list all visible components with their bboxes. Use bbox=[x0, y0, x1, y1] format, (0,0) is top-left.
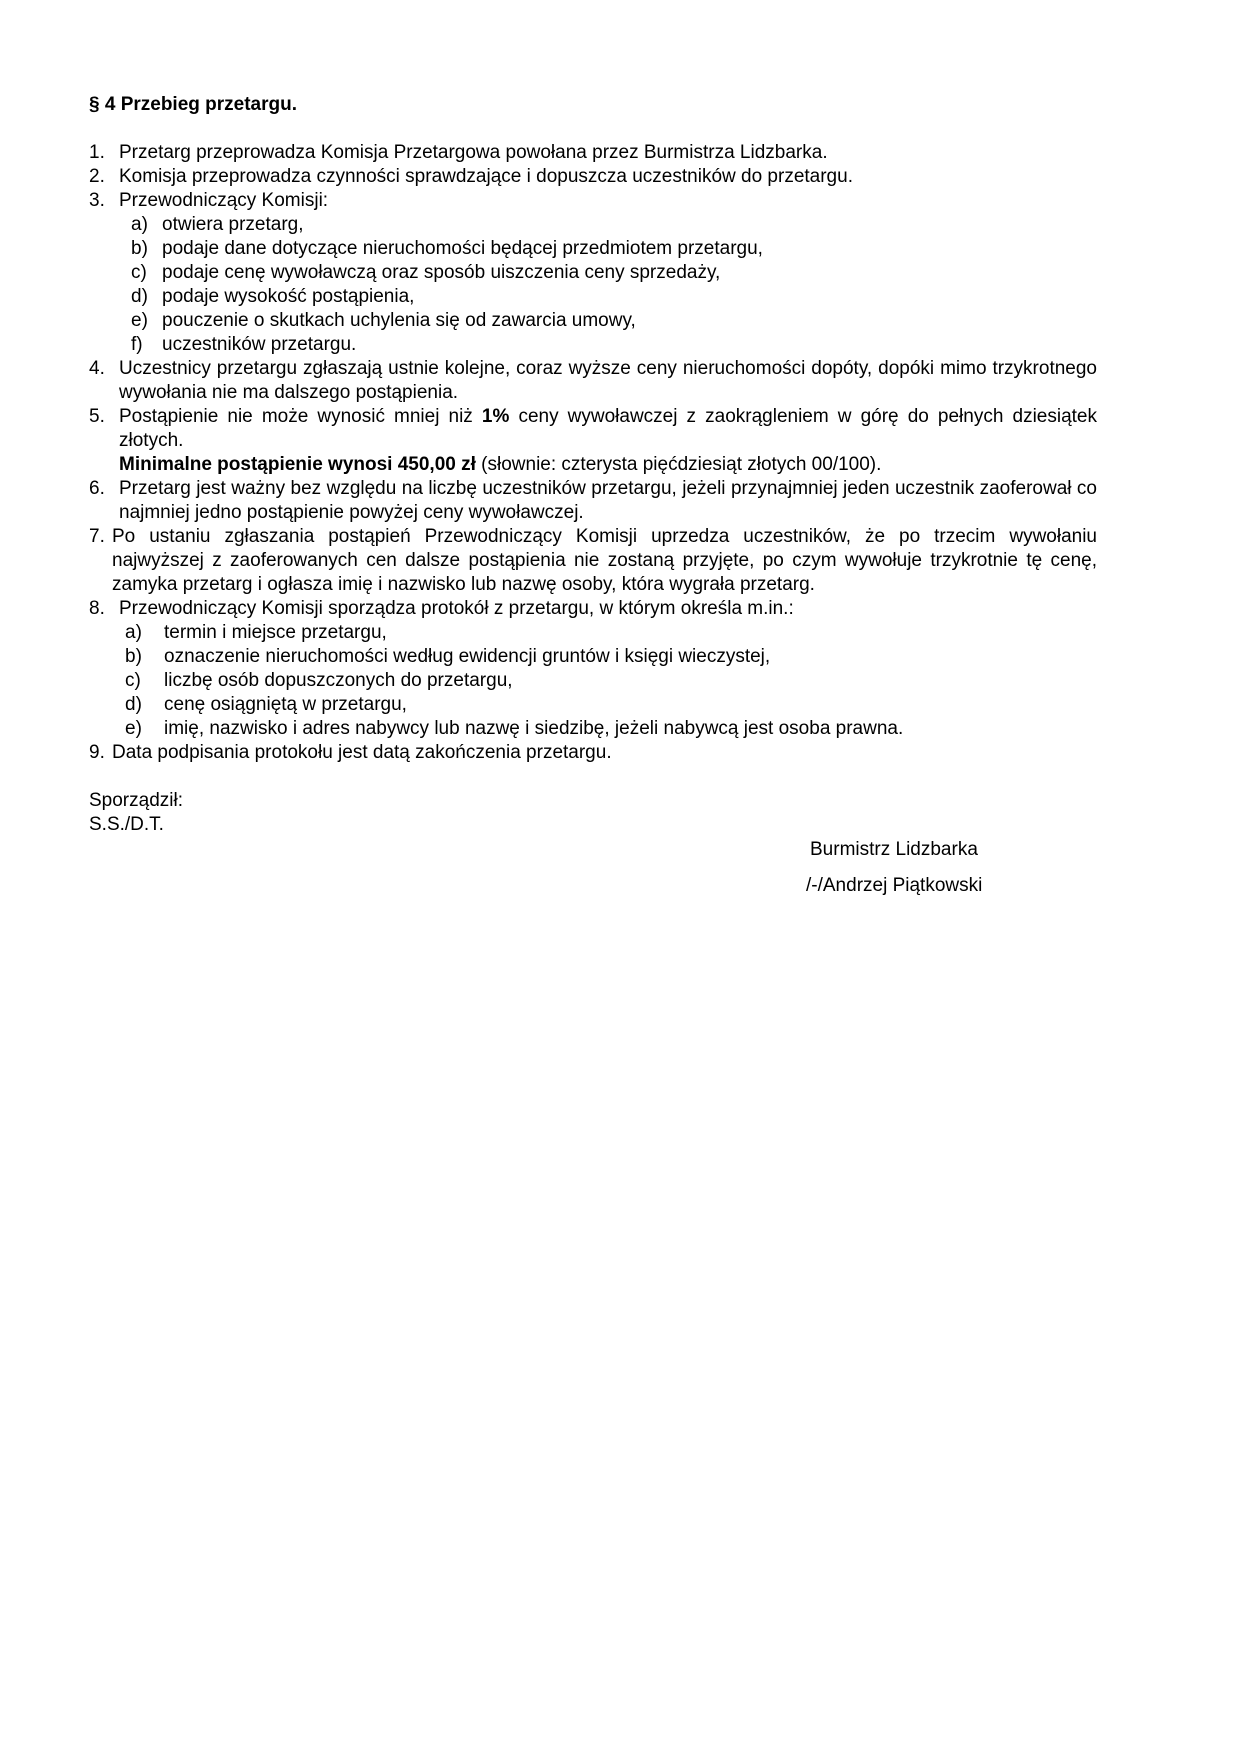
minimum-bid-bold: Minimalne postąpienie wynosi 450,00 zł bbox=[119, 454, 476, 475]
sub-text: oznaczenie nieruchomości według ewidencji gruntów i księgi wieczystej, bbox=[164, 646, 771, 667]
item-number: 3. bbox=[89, 190, 105, 211]
item-number: 8. bbox=[89, 598, 105, 619]
item-number: 6. bbox=[89, 478, 105, 499]
sub-text: podaje cenę wywoławczą oraz sposób uiszczenia ceny sprzedaży, bbox=[162, 262, 721, 283]
item-number: 5. bbox=[89, 406, 105, 427]
sub-letter: e) bbox=[125, 718, 142, 739]
item-text: Przewodniczący Komisji sporządza protokół z przetargu, w którym określa m.in.: bbox=[119, 598, 794, 619]
sub-text: podaje dane dotyczące nieruchomości będącej przedmiotem przetargu, bbox=[162, 238, 763, 259]
list-item-7 bbox=[89, 525, 1097, 597]
item-number: 2. bbox=[89, 166, 105, 187]
item-text: Data podpisania protokołu jest datą zakończenia przetargu. bbox=[112, 742, 612, 763]
sub-letter: d) bbox=[131, 286, 148, 307]
author-initials: S.S./D.T. bbox=[89, 814, 164, 835]
sub-letter: b) bbox=[125, 646, 142, 667]
sub-item-8b bbox=[89, 645, 1097, 669]
sub-item-3d bbox=[89, 285, 1097, 309]
sub-letter: f) bbox=[131, 334, 143, 355]
sub-text: cenę osiągniętą w przetargu, bbox=[164, 694, 407, 715]
sub-item-3b bbox=[89, 237, 1097, 261]
item-text: Przetarg jest ważny bez względu na liczbę uczestników przetargu, jeżeli przynajmniej jeden uczestnik zaoferował co najmniej jedno postąpienie powyżej ceny wywoławczej. bbox=[119, 478, 1097, 523]
sub-text: imię, nazwisko i adres nabywcy lub nazwę i siedzibę, jeżeli nabywcą jest osoba prawna. bbox=[164, 718, 904, 739]
author-block bbox=[89, 789, 1097, 837]
sub-text: otwiera przetarg, bbox=[162, 214, 304, 235]
sub-letter: e) bbox=[131, 310, 148, 331]
signature-name: /-/Andrzej Piątkowski bbox=[806, 875, 983, 896]
list-item-8 bbox=[89, 597, 1097, 621]
item-number: 7. bbox=[89, 526, 105, 547]
item-text: Po ustaniu zgłaszania postąpień Przewodniczący Komisji uprzedza uczestników, że po trzecim wywołaniu najwyższej z zaoferowanych cen dalsze postąpienia nie zostaną przyjęte, po czym wywołuje trzykrotnie tę cenę, zamyka przetarg i ogłasza imię i nazwisko lub nazwę osoby, która wygrała przetarg. bbox=[112, 526, 1097, 595]
list-item-4 bbox=[89, 357, 1097, 405]
item-number: 4. bbox=[89, 358, 105, 379]
list-item-6 bbox=[89, 477, 1097, 525]
item-number: 9. bbox=[89, 742, 105, 763]
item-number: 1. bbox=[89, 142, 105, 163]
signature-title: Burmistrz Lidzbarka bbox=[810, 839, 978, 860]
list-item-5 bbox=[89, 405, 1097, 453]
signature-block bbox=[806, 838, 983, 898]
sub-letter: c) bbox=[125, 670, 141, 691]
sub-text: termin i miejsce przetargu, bbox=[164, 622, 387, 643]
sub-text: pouczenie o skutkach uchylenia się od zawarcia umowy, bbox=[162, 310, 636, 331]
minimum-bid-words: (słownie: czterysta pięćdziesiąt złotych 00/100). bbox=[475, 454, 882, 475]
sub-letter: a) bbox=[125, 622, 142, 643]
minimum-bid-line bbox=[89, 453, 1097, 477]
sub-item-8c bbox=[89, 669, 1097, 693]
sub-text: uczestników przetargu. bbox=[162, 334, 357, 355]
sub-item-8e bbox=[89, 717, 1097, 741]
list-item-9 bbox=[89, 741, 1097, 765]
item-text-pre: Postąpienie nie może wynosić mniej niż bbox=[119, 406, 482, 427]
sub-text: liczbę osób dopuszczonych do przetargu, bbox=[164, 670, 513, 691]
sub-item-3f bbox=[89, 333, 1097, 357]
item-text: Uczestnicy przetargu zgłaszają ustnie kolejne, coraz wyższe ceny nieruchomości dopóty, dopóki mimo trzykrotnego wywołania nie ma dalszego postąpienia. bbox=[119, 358, 1097, 403]
sub-letter: d) bbox=[125, 694, 142, 715]
sub-text: podaje wysokość postąpienia, bbox=[162, 286, 415, 307]
item-text-bold: 1% bbox=[481, 406, 510, 427]
list-item-1 bbox=[89, 141, 1097, 165]
item-text: Przewodniczący Komisji: bbox=[119, 190, 329, 211]
section-heading: § 4 Przebieg przetargu. bbox=[89, 94, 298, 115]
sub-item-3a bbox=[89, 213, 1097, 237]
list-item-2 bbox=[89, 165, 1097, 189]
item-text: Komisja przeprowadza czynności sprawdzające i dopuszcza uczestników do przetargu. bbox=[119, 166, 853, 187]
author-label: Sporządził: bbox=[89, 790, 183, 811]
item-text-post: ceny wywoławczej z zaokrągleniem w górę do pełnych dziesiątek złotych. bbox=[119, 406, 1097, 451]
document-page bbox=[89, 93, 1097, 837]
sub-item-3e bbox=[89, 309, 1097, 333]
sub-letter: c) bbox=[131, 262, 147, 283]
sub-letter: b) bbox=[131, 238, 148, 259]
list-item-3 bbox=[89, 189, 1097, 213]
sub-item-3c bbox=[89, 261, 1097, 285]
sub-item-8d bbox=[89, 693, 1097, 717]
sub-letter: a) bbox=[131, 214, 148, 235]
item-text: Przetarg przeprowadza Komisja Przetargowa powołana przez Burmistrza Lidzbarka. bbox=[119, 142, 828, 163]
sub-item-8a bbox=[89, 621, 1097, 645]
